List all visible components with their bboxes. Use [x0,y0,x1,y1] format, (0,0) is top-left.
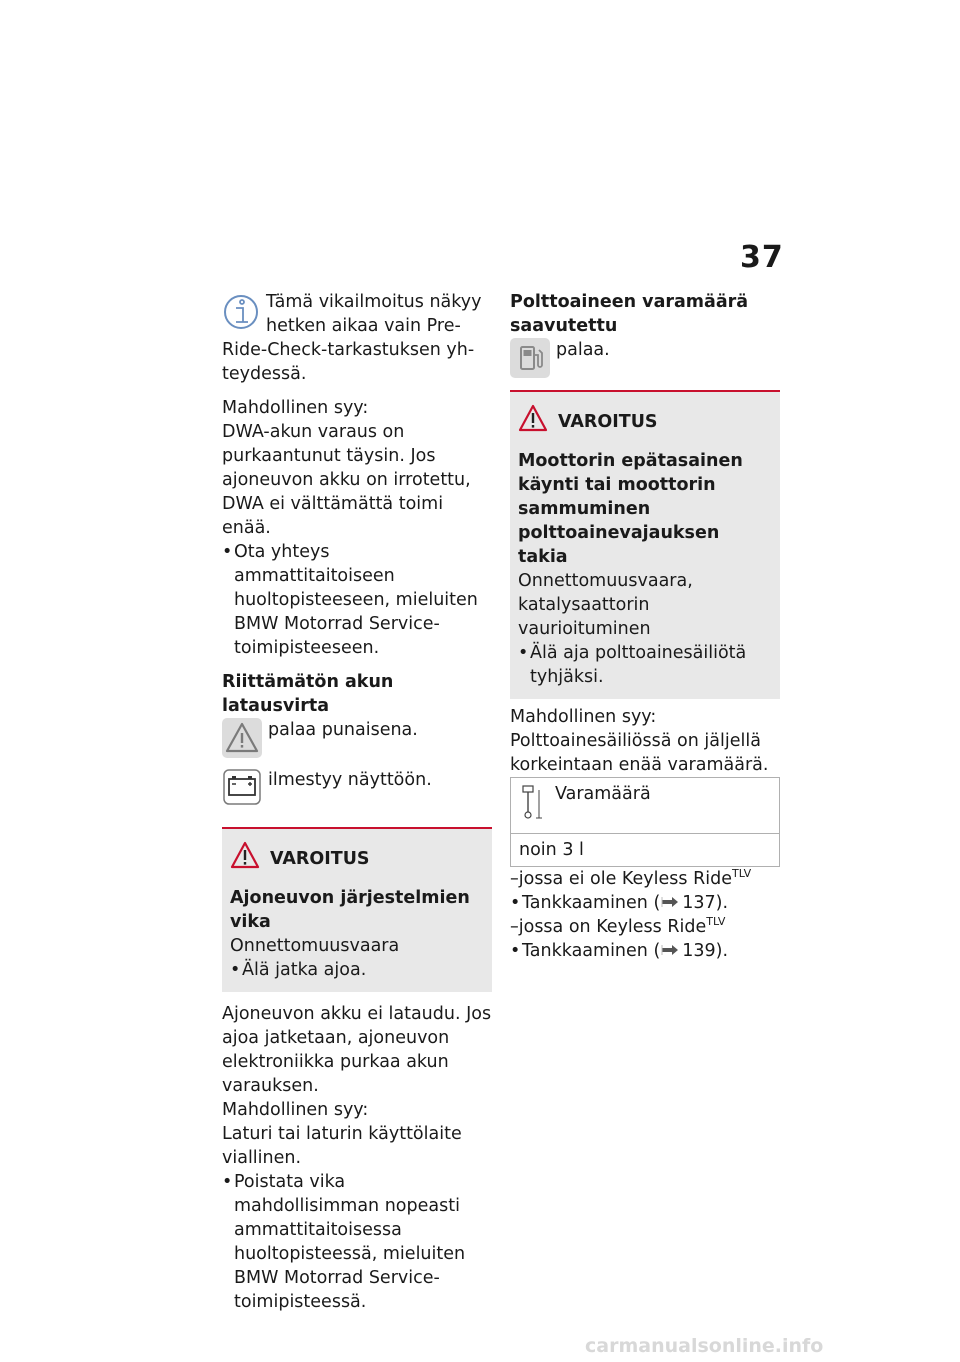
cause-label-2: Mahdollinen syy: [222,1100,369,1120]
info-line-4: teydessä. [222,364,307,384]
table-row [511,834,780,867]
bullet-dot: • [230,960,241,980]
left-column [222,290,492,1314]
fuel-pump-icon [510,338,550,378]
warning-light-line [222,718,492,758]
variant-1-sup: TLV [731,867,752,881]
warning-bullet [518,641,772,689]
variant-2 [510,915,780,939]
warning-header [518,404,772,439]
warning-title: VAROITUS [270,848,370,869]
variant-2-sup: TLV [706,915,726,929]
ref-2-line [522,939,780,963]
warning-box [222,827,492,992]
cause-label: Mahdollinen syy: [222,398,369,418]
battery-icon [222,768,262,813]
fuel-light-line [510,338,780,378]
warning-subtitle: Moottorin epätasainen käynti tai moottorin sammuminen polttoainevajauksen takia [518,451,743,567]
fuel-gauge-icon [519,782,547,829]
table-row [511,778,780,834]
bullet-item-2 [222,1170,492,1314]
bullet-item [222,540,492,660]
arrow-right-icon [660,891,682,915]
watermark: carmanualsonline.info [585,1335,824,1357]
ref-1-page[interactable]: 137). [682,893,729,913]
table-label: Varamäärä [555,784,651,804]
table-value: noin 3 l [511,834,780,867]
fuel-icon-text: palaa. [556,340,610,360]
warning-bullet [230,958,484,982]
info-line-3: Ride-Check-tarkastuksen yh- [222,340,475,360]
fuel-heading-1: Polttoaineen varamäärä [510,292,749,312]
ref-1 [510,891,780,915]
variant-1-text: –jossa ei ole Keyless Ride [510,869,732,889]
ref-2 [510,939,780,963]
paragraph-2: Ajoneuvon akku ei lataudu. Jos ajoa jatketaan, ajoneuvon elektroniikka purkaa akun varauksen. [222,1004,492,1096]
warning-subtitle: Ajoneuvon järjestelmien vika [230,888,470,932]
info-line-2: hetken aikaa vain Pre- [266,316,461,336]
warning-triangle-icon [222,718,262,758]
page-number: 37 [740,240,784,275]
right-column [510,290,780,963]
info-line-1: Tämä vikailmoitus näkyy [266,292,482,312]
variant-1 [510,867,780,891]
bullet-dot: • [222,1172,233,1192]
bullet-dot: • [518,643,529,663]
info-icon [222,290,260,337]
bullet-dot: • [510,941,521,961]
warning-text: Onnettomuusvaara, katalysaattorin vaurioituminen [518,571,693,639]
fuel-heading-2: saavutettu [510,316,618,336]
cause-label: Mahdollinen syy: [510,707,657,727]
warning-text: Onnettomuusvaara [230,936,400,956]
ref-2-page[interactable]: 139). [682,941,729,961]
bullet-text-2: Poistata vika mahdollisimman nopeasti ammattitaitoisessa huoltopisteessä, mieluiten BMW Motorrad Service-toimipisteessä. [234,1172,466,1312]
cause-text: DWA-akun varaus on purkaantunut täysin. Jos ajoneuvon akku on irrotettu, DWA ei välttämättä toimi enää. [222,422,471,538]
arrow-right-icon [660,939,682,963]
table-label-cell [511,778,780,834]
section-heading: Riittämätön akun latausvirta [222,672,394,716]
cause-text: Polttoainesäiliössä on jäljellä korkeintaan enää varamäärä. [510,731,769,775]
ref-2-text: Tankkaaminen ( [522,941,661,961]
reserve-table [510,777,780,867]
warning-header [230,841,484,876]
bullet-text: Ota yhteys ammattitaitoiseen huoltopisteeseen, mieluiten BMW Motorrad Service-toimipisteeseen. [234,542,478,658]
bullet-dot: • [222,542,233,562]
variant-2-text: –jossa on Keyless Ride [510,917,707,937]
ref-1-line [522,891,780,915]
warning-bullet-text: Älä aja polttoainesäiliötä tyhjäksi. [530,643,747,687]
warning-icon [518,404,548,439]
warning-icon [230,841,260,876]
ref-1-text: Tankkaaminen ( [522,893,661,913]
warning-title: VAROITUS [558,411,658,432]
battery-line [222,768,492,813]
info-note [222,290,492,338]
bullet-dot: • [510,893,521,913]
cause-text-2: Laturi tai laturin käyttölaite viallinen. [222,1124,462,1168]
icon-text-2: ilmestyy näyttöön. [268,770,432,790]
icon-text-1: palaa punaisena. [268,720,418,740]
warning-bullet-text: Älä jatka ajoa. [242,960,367,980]
warning-box-right [510,390,780,699]
